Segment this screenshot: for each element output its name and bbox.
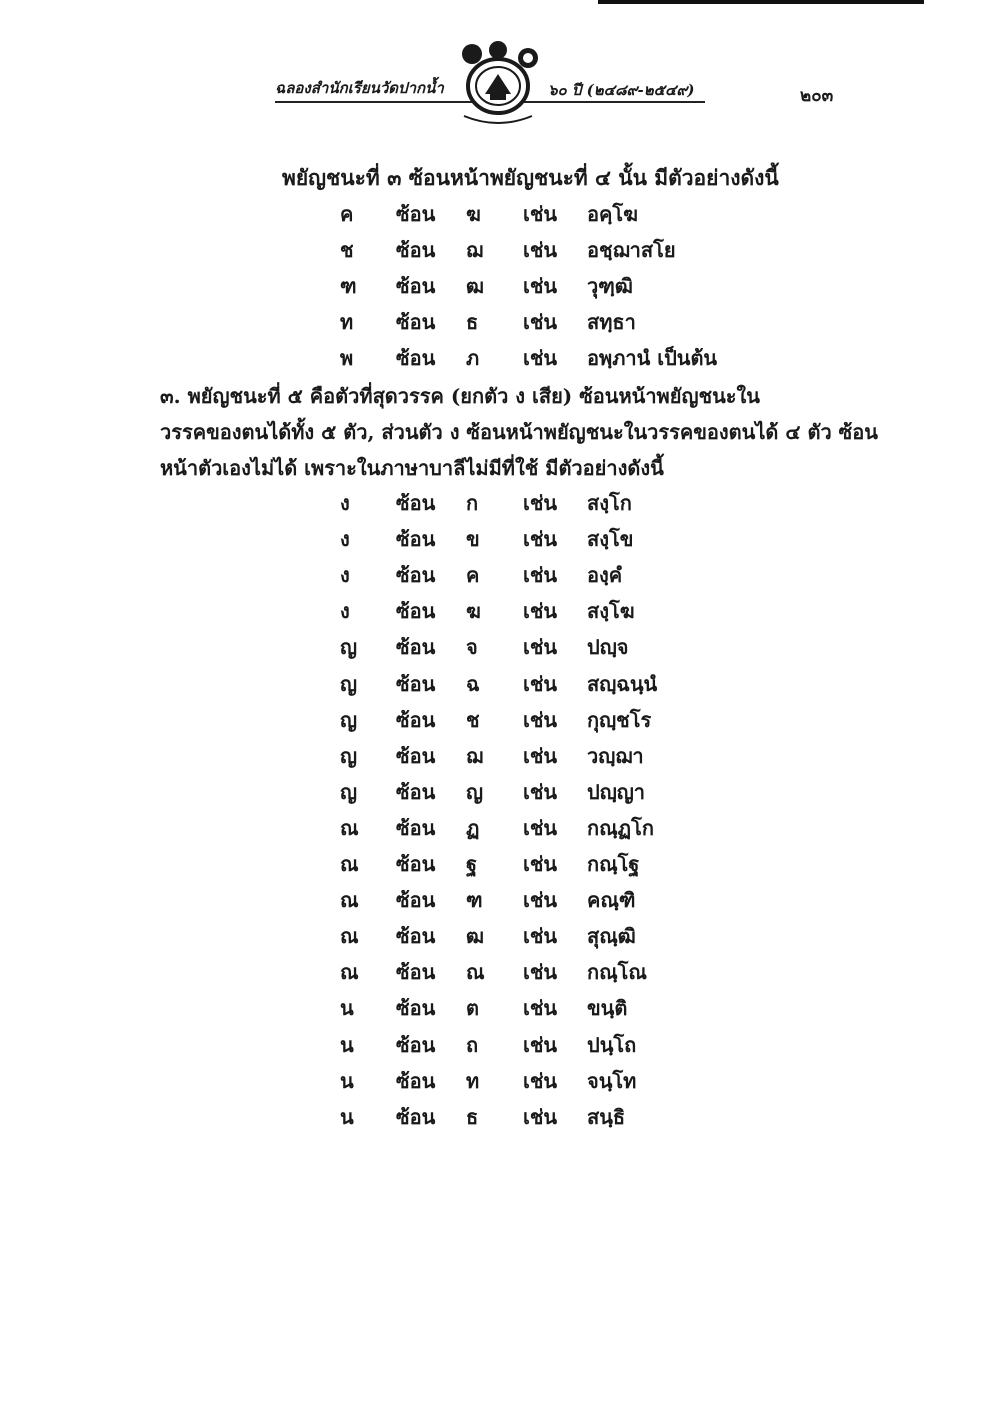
example-label: เช่น (523, 346, 558, 370)
consonant-second: ฌ (466, 238, 484, 262)
example-word: สุณฺฒิ (587, 924, 636, 949)
example-word: กณฺโณ (587, 960, 647, 985)
example-word: ปญฺจ (587, 635, 629, 660)
verb-label: ซ้อน (396, 310, 436, 334)
example-word: ปนฺโถ (587, 1032, 637, 1057)
example-label: เช่น (523, 527, 558, 552)
consonant-second: ช (466, 707, 480, 732)
consonant-second: ณ (466, 960, 485, 985)
consonant-first: ท (340, 310, 354, 334)
consonant-first: ง (340, 599, 350, 624)
consonant-first: ง (340, 527, 350, 552)
section-intro: พยัญชนะที่ ๓ ซ้อนหน้าพยัญชนะที่ ๔ นั้น มีตัวอย่างดังนี้ (282, 165, 779, 190)
example-word: สงฺโข (587, 527, 634, 552)
verb-label: ซ้อน (396, 527, 436, 552)
verb-label: ซ้อน (396, 960, 436, 985)
header-book-title: ฉลองสำนักเรียนวัดปากน้ำ (275, 76, 444, 103)
example-label: เช่น (523, 238, 558, 262)
verb-label: ซ้อน (396, 491, 436, 515)
consonant-first: ญ (340, 743, 358, 768)
consonant-first: ง (340, 563, 350, 588)
example-label: เช่น (523, 1104, 558, 1129)
verb-label: ซ้อน (396, 599, 436, 624)
example-label: เช่น (523, 779, 558, 804)
example-label: เช่น (523, 888, 558, 913)
verb-label: ซ้อน (396, 888, 436, 913)
example-word: วุฑฺฒิ (587, 274, 633, 298)
consonant-first: ญ (340, 779, 358, 804)
consonant-second: ก (466, 491, 479, 515)
header-anniversary: ๖๐ ปี (๒๔๘๙-๒๕๔๙) (548, 81, 695, 99)
example-label: เช่น (523, 1068, 558, 1093)
example-label: เช่น (523, 1032, 558, 1057)
example-word: กณฺโฐ (587, 852, 640, 876)
example-label: เช่น (523, 924, 558, 949)
example-label: เช่น (523, 563, 558, 588)
example-label: เช่น (523, 671, 558, 696)
example-word: สญฺฉนฺนํ (587, 671, 658, 696)
consonant-first: ญ (340, 671, 358, 696)
verb-label: ซ้อน (396, 1068, 436, 1093)
example-label: เช่น (523, 202, 558, 226)
verb-label: ซ้อน (396, 743, 436, 768)
consonant-first: น (340, 1104, 354, 1129)
example-word: วญฺฌา (587, 743, 644, 768)
consonant-first: ญ (340, 707, 358, 732)
example-label: เช่น (523, 274, 558, 298)
example-label: เช่น (523, 815, 558, 840)
consonant-second: ต (466, 996, 479, 1021)
verb-label: ซ้อน (396, 1104, 436, 1129)
paragraph-line-2: วรรคของตนได้ทั้ง ๕ ตัว, ส่วนตัว ง ซ้อนหน้าพยัญชนะในวรรคของตนได้ ๔ ตัว ซ้อน (160, 420, 878, 444)
example-word: อคฺโฆ (587, 202, 638, 226)
consonant-first: ณ (340, 924, 359, 949)
example-label: เช่น (523, 852, 558, 876)
consonant-second: ท (466, 1068, 480, 1093)
verb-label: ซ้อน (396, 779, 436, 804)
consonant-second: ธ (466, 310, 479, 334)
verb-label: ซ้อน (396, 563, 436, 588)
consonant-second: ข (466, 527, 480, 552)
consonant-first: ณ (340, 888, 359, 913)
example-word: กณฺฏโก (587, 815, 654, 840)
verb-label: ซ้อน (396, 635, 436, 660)
example-label: เช่น (523, 635, 558, 660)
example-label: เช่น (523, 996, 558, 1021)
example-word: ปญฺญา (587, 779, 646, 804)
verb-label: ซ้อน (396, 346, 436, 370)
verb-label: ซ้อน (396, 707, 436, 732)
consonant-first: น (340, 1068, 354, 1093)
page-header (0, 0, 1000, 130)
consonant-second: จ (466, 635, 478, 660)
consonant-second: ฌ (466, 743, 484, 768)
consonant-second: ฆ (466, 599, 481, 624)
consonant-second: ฐ (466, 852, 478, 876)
consonant-first: ณ (340, 960, 359, 985)
consonant-first: ณ (340, 815, 359, 840)
example-word: สทฺธา (587, 310, 636, 334)
consonant-second: ถ (466, 1032, 479, 1057)
example-word: สนฺธิ (587, 1104, 626, 1129)
consonant-first: น (340, 1032, 354, 1057)
consonant-second: ฏ (466, 815, 480, 840)
consonant-second: ฑ (466, 888, 483, 913)
example-word: อชฺฌาสโย (587, 238, 676, 262)
verb-label: ซ้อน (396, 1032, 436, 1057)
verb-label: ซ้อน (396, 238, 436, 262)
verb-label: ซ้อน (396, 996, 436, 1021)
verb-label: ซ้อน (396, 274, 436, 298)
example-label: เช่น (523, 743, 558, 768)
consonant-second: ฉ (466, 671, 480, 696)
example-word: คณฺฑิ (587, 888, 636, 913)
example-label: เช่น (523, 707, 558, 732)
example-word: ขนฺติ (587, 996, 628, 1021)
consonant-first: ง (340, 491, 350, 515)
example-word: อพฺภานํ เป็นต้น (587, 346, 718, 370)
example-label: เช่น (523, 599, 558, 624)
consonant-second: ฆ (466, 202, 481, 226)
paragraph-line-3: หน้าตัวเองไม่ได้ เพราะในภาษาบาลีไม่มีที่ใช้ มีตัวอย่างดังนี้ (160, 456, 664, 480)
consonant-first: ณ (340, 852, 359, 876)
example-word: สงฺโฆ (587, 599, 635, 624)
consonant-first: ญ (340, 635, 358, 660)
example-label: เช่น (523, 491, 558, 515)
verb-label: ซ้อน (396, 815, 436, 840)
consonant-second: ญ (466, 779, 484, 804)
verb-label: ซ้อน (396, 852, 436, 876)
consonant-second: ฒ (466, 274, 485, 298)
example-word: กุญฺชโร (587, 707, 652, 732)
consonant-second: ค (466, 563, 480, 588)
paragraph-line-1: ๓. พยัญชนะที่ ๕ คือตัวที่สุดวรรค (ยกตัว ง เสีย) ซ้อนหน้าพยัญชนะใน (160, 384, 760, 408)
consonant-first: ช (340, 238, 354, 262)
example-word: องฺคํ (587, 563, 623, 588)
verb-label: ซ้อน (396, 924, 436, 949)
consonant-first: พ (340, 346, 354, 370)
verb-label: ซ้อน (396, 671, 436, 696)
consonant-second: ธ (466, 1104, 479, 1129)
consonant-first: น (340, 996, 354, 1021)
example-label: เช่น (523, 310, 558, 334)
temple-seal-logo (452, 40, 544, 126)
example-label: เช่น (523, 960, 558, 985)
verb-label: ซ้อน (396, 202, 436, 226)
consonant-second: ภ (466, 346, 480, 370)
example-word: สงฺโก (587, 491, 632, 515)
consonant-first: ค (340, 202, 354, 226)
example-word: จนฺโท (587, 1068, 637, 1093)
consonant-second: ฒ (466, 924, 485, 949)
consonant-first: ฑ (340, 274, 357, 298)
page-number: ๒๐๓ (800, 86, 834, 106)
